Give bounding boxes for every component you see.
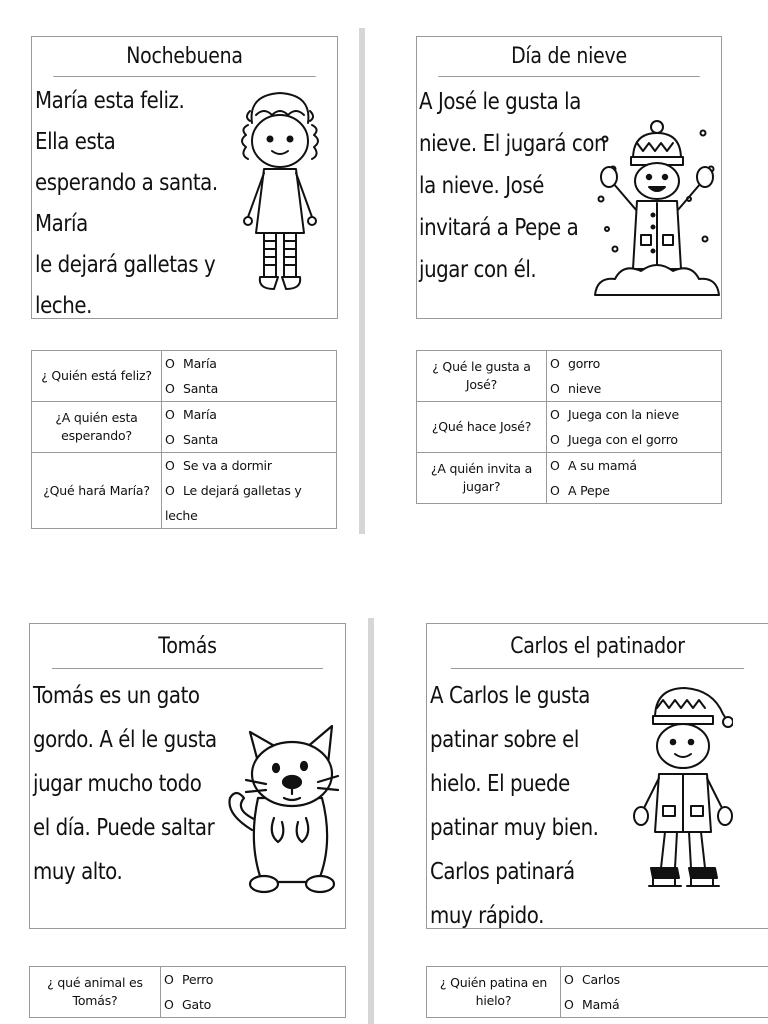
story-title: Nochebuena [53, 37, 315, 77]
option-label: Mamá [582, 997, 620, 1012]
options-cell [162, 351, 337, 402]
radio-circle-icon: O [550, 458, 560, 473]
answer-option[interactable] [165, 453, 333, 478]
story-line: leche. [35, 293, 92, 319]
options-cell [162, 402, 337, 453]
table-row [417, 453, 722, 504]
option-label: Santa [183, 432, 219, 447]
answer-option[interactable] [564, 992, 765, 1017]
question-cell: ¿ qué animal es Tomás? [30, 967, 161, 1018]
radio-circle-icon: O [550, 381, 560, 396]
story-card-nochebuena [31, 36, 338, 319]
story-line: patinar sobre el [430, 727, 579, 753]
story-title: Día de nieve [438, 37, 699, 77]
table-row [32, 402, 337, 453]
question-cell: ¿ Quién está feliz? [32, 351, 162, 402]
story-line: la nieve. José [419, 173, 544, 199]
question-cell: ¿A quién invita a jugar? [417, 453, 547, 504]
story-line: A José le gusta la [419, 89, 581, 115]
option-label: gorro [568, 356, 601, 371]
table-row [427, 967, 768, 1018]
option-label: Carlos [582, 972, 620, 987]
radio-circle-icon: O [564, 997, 574, 1012]
option-label: Le dejará galletas y [183, 483, 302, 498]
option-label: María [183, 356, 217, 371]
option-label: Gato [182, 997, 212, 1012]
option-label: Santa [183, 381, 219, 396]
option-label: A Pepe [568, 483, 610, 498]
story-line: el día. Puede saltar [33, 815, 215, 841]
story-card-dia-de-nieve [416, 36, 722, 319]
story-line: gordo. A él le gusta [33, 727, 217, 753]
story-line: María [35, 211, 88, 237]
story-line: muy alto. [33, 859, 123, 885]
story-line: esperando a santa. [35, 170, 218, 196]
answer-option[interactable] [550, 453, 718, 478]
radio-circle-icon: O [550, 407, 560, 422]
story-line: Tomás es un gato [33, 683, 200, 709]
table-row [30, 967, 346, 1018]
story-line: nieve. El jugará con [419, 131, 607, 157]
options-cell [561, 967, 768, 1018]
quiz-table-dia-de-nieve [416, 350, 722, 504]
option-label: Se va a dormir [183, 458, 272, 473]
question-cell: ¿Qué hace José? [417, 402, 547, 453]
question-cell: ¿ Quién patina en hielo? [427, 967, 561, 1018]
answer-option[interactable] [550, 427, 718, 452]
options-cell [161, 967, 346, 1018]
radio-circle-icon: O [165, 356, 175, 371]
table-row [417, 402, 722, 453]
answer-option[interactable] [165, 376, 333, 401]
quiz-table-carlos [426, 966, 768, 1018]
story-line: Ella esta [35, 129, 116, 155]
story-line: jugar con él. [419, 257, 537, 283]
answer-option[interactable] [165, 427, 333, 452]
option-label: nieve [568, 381, 602, 396]
question-cell: ¿A quién esta esperando? [32, 402, 162, 453]
answer-option[interactable] [164, 967, 342, 992]
column-divider-top [359, 28, 365, 534]
answer-option[interactable] [165, 402, 333, 427]
radio-circle-icon: O [564, 972, 574, 987]
story-card-tomas [29, 623, 346, 929]
options-cell [162, 453, 337, 529]
story-title: Tomás [52, 624, 323, 669]
answer-option[interactable] [550, 478, 718, 503]
story-line: patinar muy bien. [430, 815, 599, 841]
radio-circle-icon: O [550, 483, 560, 498]
story-line: muy rápido. [430, 903, 544, 929]
column-divider-bottom [368, 618, 374, 1024]
answer-option[interactable] [165, 351, 333, 376]
quiz-table-tomas [29, 966, 346, 1018]
story-line: Carlos patinará [430, 859, 575, 885]
option-label: María [183, 407, 217, 422]
story-text [33, 674, 247, 894]
radio-circle-icon: O [165, 432, 175, 447]
answer-option[interactable] [550, 351, 718, 376]
option-continuation: leche [165, 508, 198, 523]
radio-circle-icon: O [550, 356, 560, 371]
question-cell: ¿ Qué le gusta a José? [417, 351, 547, 402]
radio-circle-icon: O [165, 381, 175, 396]
story-text [35, 81, 247, 327]
story-title: Carlos el patinador [451, 624, 744, 669]
radio-circle-icon: O [164, 972, 174, 987]
options-cell [547, 351, 722, 402]
story-text [430, 674, 626, 938]
story-line: María esta feliz. [35, 88, 185, 114]
answer-option[interactable] [550, 402, 718, 427]
radio-circle-icon: O [164, 997, 174, 1012]
table-row [32, 453, 337, 529]
cat-illustration-icon [222, 718, 342, 902]
table-row [32, 351, 337, 402]
story-line: le dejará galletas y [35, 252, 216, 278]
options-cell [547, 402, 722, 453]
story-line: invitará a Pepe a [419, 215, 579, 241]
answer-option[interactable] [564, 967, 765, 992]
answer-option[interactable] [550, 376, 718, 401]
story-line: hielo. El puede [430, 771, 570, 797]
option-label: Perro [182, 972, 214, 987]
skater-boy-illustration-icon [633, 682, 733, 900]
option-label: Juega con el gorro [568, 432, 678, 447]
story-card-carlos [426, 623, 768, 929]
girl-illustration-icon [234, 85, 326, 297]
answer-option[interactable] [165, 478, 333, 503]
quiz-table-nochebuena [31, 350, 337, 529]
option-label: A su mamá [568, 458, 637, 473]
story-line: jugar mucho todo [33, 771, 202, 797]
snow-boy-illustration-icon [593, 119, 721, 305]
radio-circle-icon: O [165, 483, 175, 498]
options-cell [547, 453, 722, 504]
radio-circle-icon: O [165, 407, 175, 422]
story-line: A Carlos le gusta [430, 683, 591, 709]
table-row [417, 351, 722, 402]
question-cell: ¿Qué hará María? [32, 453, 162, 529]
radio-circle-icon: O [165, 458, 175, 473]
radio-circle-icon: O [550, 432, 560, 447]
answer-option[interactable] [164, 992, 342, 1017]
option-label: Juega con la nieve [568, 407, 679, 422]
